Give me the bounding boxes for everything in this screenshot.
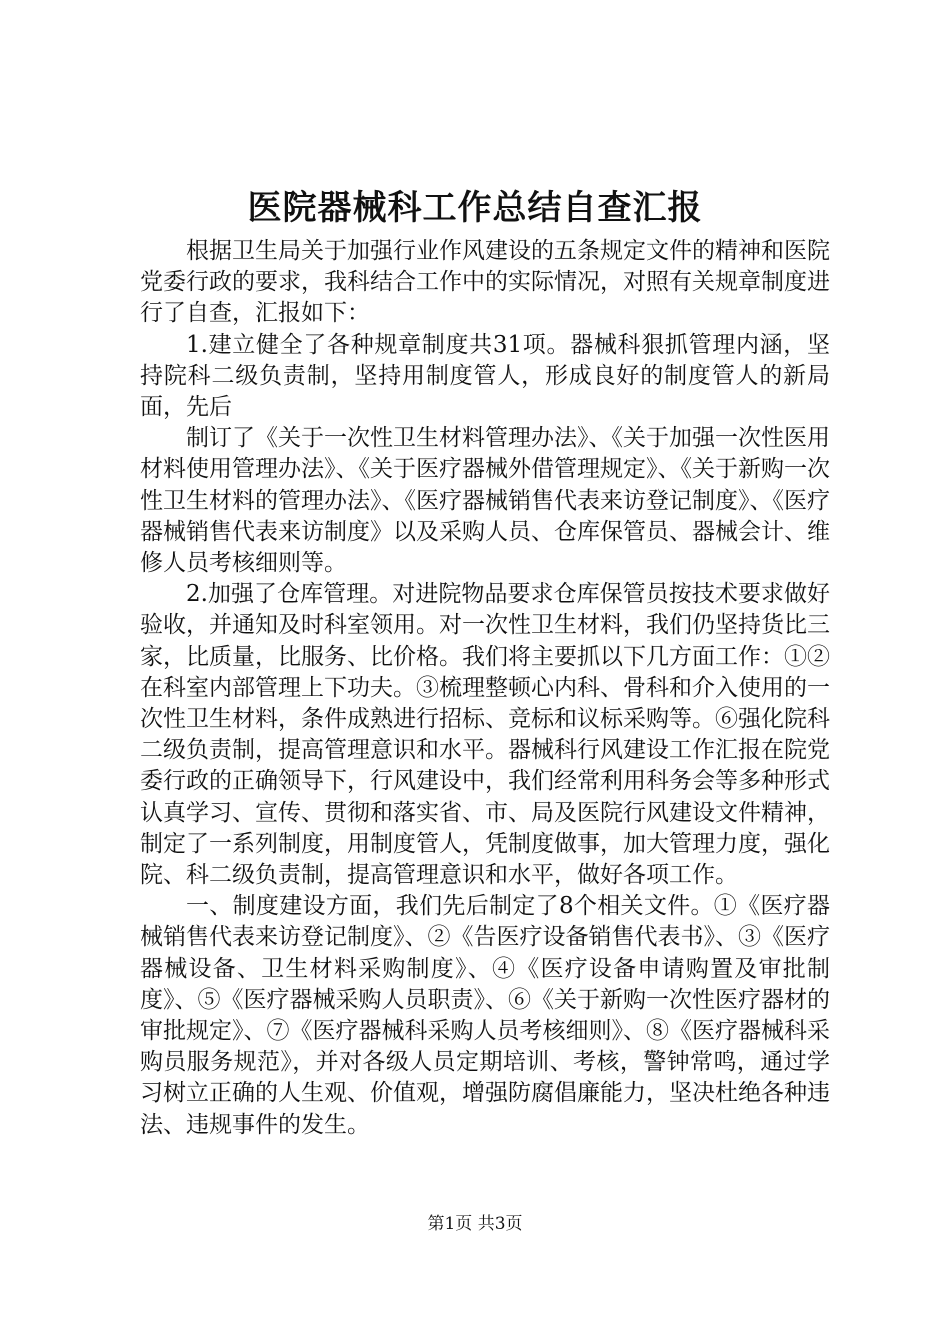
document-title: 医院器械科工作总结自查汇报 (247, 188, 703, 228)
paragraph-section-1: 一、制度建设方面，我们先后制定了8个相关文件。①《医疗器械销售代表来访登记制度》、②《告医疗设备销售代表书》、③《医疗器械设备、卫生材料采购制度》、④《医疗设备申请购置及审批制度》、⑤《医疗器械采购人员职责》、⑥《关于新购一次性医疗器材的审批规定》、⑦《医疗器械科采购人员考核细则》、⑧《医疗器械科采购员服务规范》，并对各级人员定期培训、考核，警钟常鸣，通过学习树立正确的人生观、价值观，增强防腐倡廉能力，坚决杜绝各种违法、违规事件的发生。 (140, 893, 830, 1138)
paragraph-item-1: 1.建立健全了各种规章制度共31项。器械科狠抓管理内涵，坚持院科二级负责制，坚持用制度管人，形成良好的制度管人的新局面，先后 (140, 331, 830, 421)
document-body (140, 236, 830, 1141)
paragraph-regulations-list: 制订了《关于一次性卫生材料管理办法》、《关于加强一次性医用材料使用管理办法》、《关于医疗器械外借管理规定》、《关于新购一次性卫生材料的管理办法》、《医疗器械销售代表来访登记制度》、《医疗器械销售代表来访制度》以及采购人员、仓库保管员、器械会计、维修人员考核细则等。 (140, 425, 830, 577)
page-footer: 第1页 共3页 (427, 1214, 523, 1234)
paragraph-item-2: 2.加强了仓库管理。对进院物品要求仓库保管员按技术要求做好验收，并通知及时科室领用。对一次性卫生材料，我们仍坚持货比三家，比质量，比服务、比价格。我们将主要抓以下几方面工作：①②在科室内部管理上下功夫。③梳理整顿心内科、骨科和介入使用的一次性卫生材料，条件成熟进行招标、竞标和议标采购等。⑥强化院科二级负责制，提高管理意识和水平。器械科行风建设工作汇报在院党委行政的正确领导下，行风建设中，我们经常利用科务会等多种形式认真学习、宣传、贯彻和落实省、市、局及医院行风建设文件精神，制定了一系列制度，用制度管人，凭制度做事，加大管理力度，强化院、科二级负责制，提高管理意识和水平，做好各项工作。 (140, 581, 830, 889)
paragraph-intro: 根据卫生局关于加强行业作风建设的五条规定文件的精神和医院党委行政的要求，我科结合工作中的实际情况，对照有关规章制度进行了自查，汇报如下： (140, 238, 830, 327)
